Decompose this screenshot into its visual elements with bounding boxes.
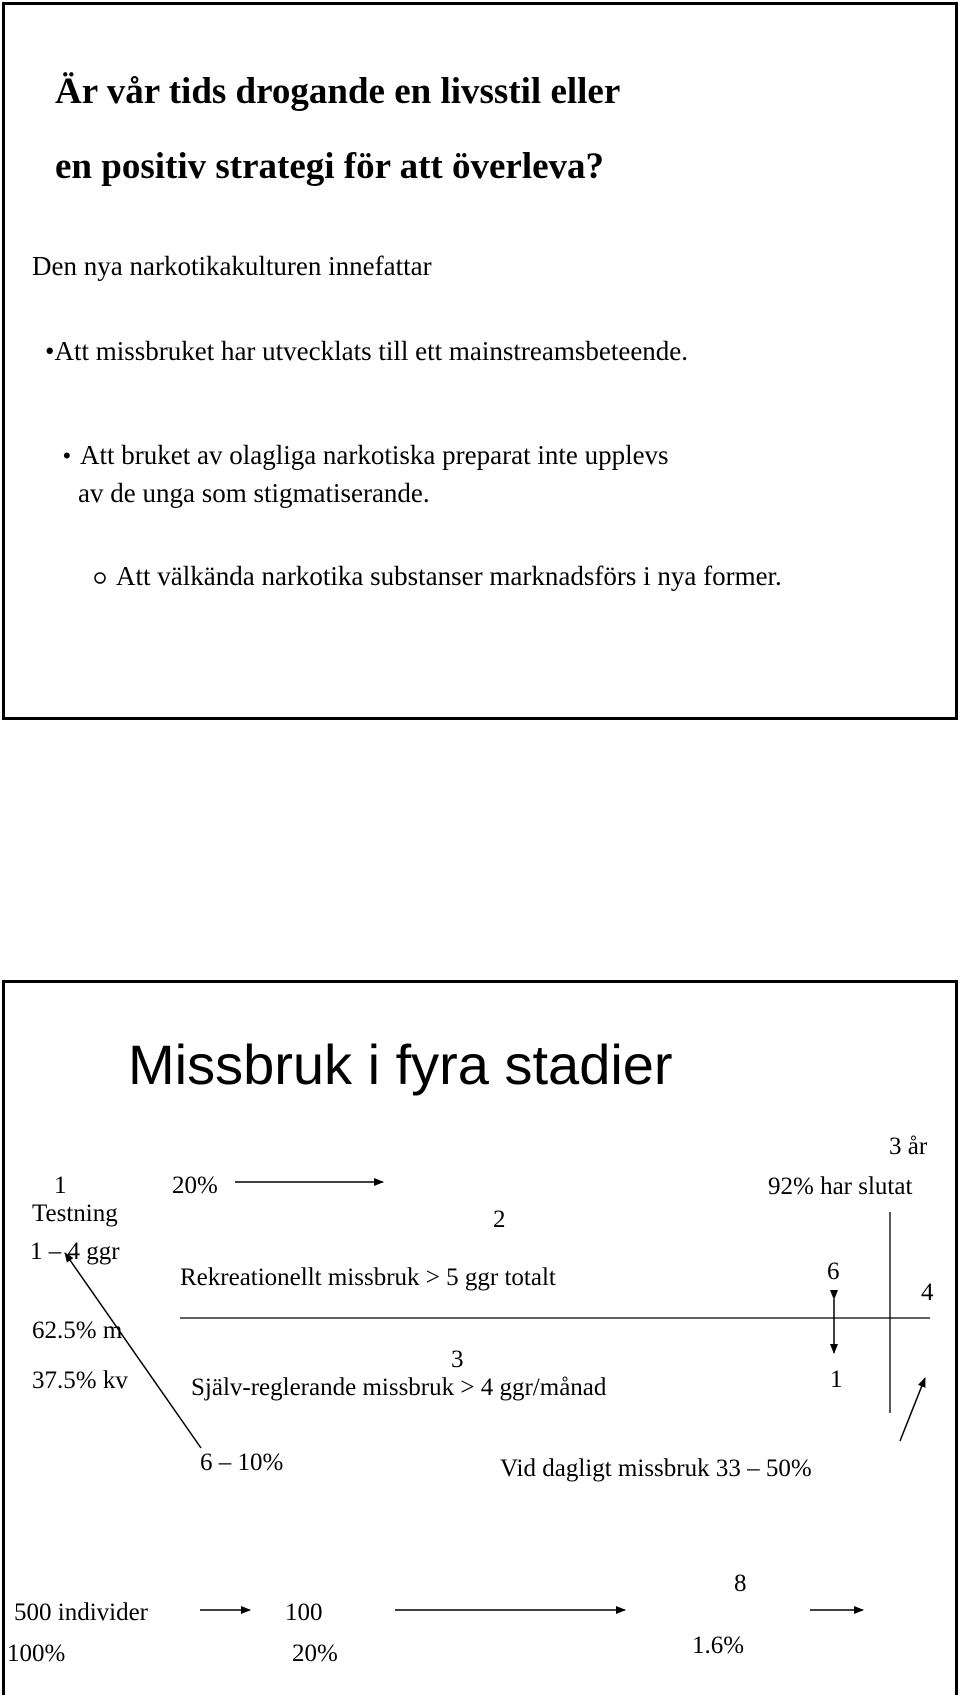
bullet-2-dot-icon: • (63, 443, 71, 468)
bottom-hundred: 100 (285, 1599, 323, 1626)
diagonal-arrow-stage-1 (65, 1253, 201, 1448)
stage-1-men: 62.5% m (32, 1317, 123, 1344)
stage-3-label: Själv-reglerande missbruk > 4 ggr/månad (191, 1374, 607, 1401)
bullet-dot-icon: • (45, 336, 55, 366)
bottom-hundred-pct: 100% (7, 1640, 66, 1667)
bottom-twenty-pct: 20% (292, 1640, 338, 1667)
right-one: 1 (830, 1366, 843, 1393)
bullet-1 (45, 338, 688, 365)
stage-1-women: 37.5% kv (32, 1367, 128, 1394)
stage-1-frequency: 1 – 4 ggr (30, 1238, 120, 1265)
bottom-one-six-pct: 1.6% (692, 1632, 745, 1659)
bullet-2-line-1: Att bruket av olagliga narkotiska preparat inte upplevs (80, 440, 669, 470)
bullet-2-line-2: av de unga som stigmatiserande. (78, 478, 430, 508)
slide-1 (2, 2, 958, 720)
stage-4-number: 4 (921, 1279, 934, 1306)
slide-1-title-line-2: en positiv strategi för att överleva? (55, 146, 605, 187)
bottom-individuals: 500 individer (14, 1599, 149, 1626)
slide-1-intro: Den nya narkotikakulturen innefattar (32, 251, 432, 281)
arrow-stage-4-up (900, 1378, 925, 1441)
right-years: 3 år (889, 1133, 928, 1160)
stage-4-label: Vid dagligt missbruk 33 – 50% (500, 1455, 812, 1482)
bullet-1-text: Att missbruket har utvecklats till ett mainstreamsbeteende. (54, 336, 689, 366)
stage-1-number: 1 (54, 1172, 67, 1199)
stage-1-percent: 20% (172, 1172, 218, 1199)
bullet-3: Att välkända narkotika substanser marknadsförs i nya former. (116, 561, 782, 591)
bullet-3-dot-icon (93, 571, 113, 591)
stage-3-percent: 6 – 10% (200, 1449, 284, 1476)
slide-2 (2, 980, 958, 1695)
stage-1-name: Testning (32, 1200, 118, 1227)
stage-2-label: Rekreationellt missbruk > 5 ggr totalt (180, 1264, 556, 1291)
diagram-connectors (5, 983, 960, 1698)
slide-1-title-line-1: Är vår tids drogande en livsstil eller (55, 71, 621, 112)
stage-2-number: 2 (493, 1206, 506, 1233)
right-quit: 92% har slutat (768, 1173, 913, 1200)
right-six: 6 (827, 1258, 840, 1285)
bottom-eight: 8 (734, 1570, 747, 1597)
stage-3-number: 3 (451, 1346, 464, 1373)
slide-2-title: Missbruk i fyra stadier (128, 1033, 673, 1096)
